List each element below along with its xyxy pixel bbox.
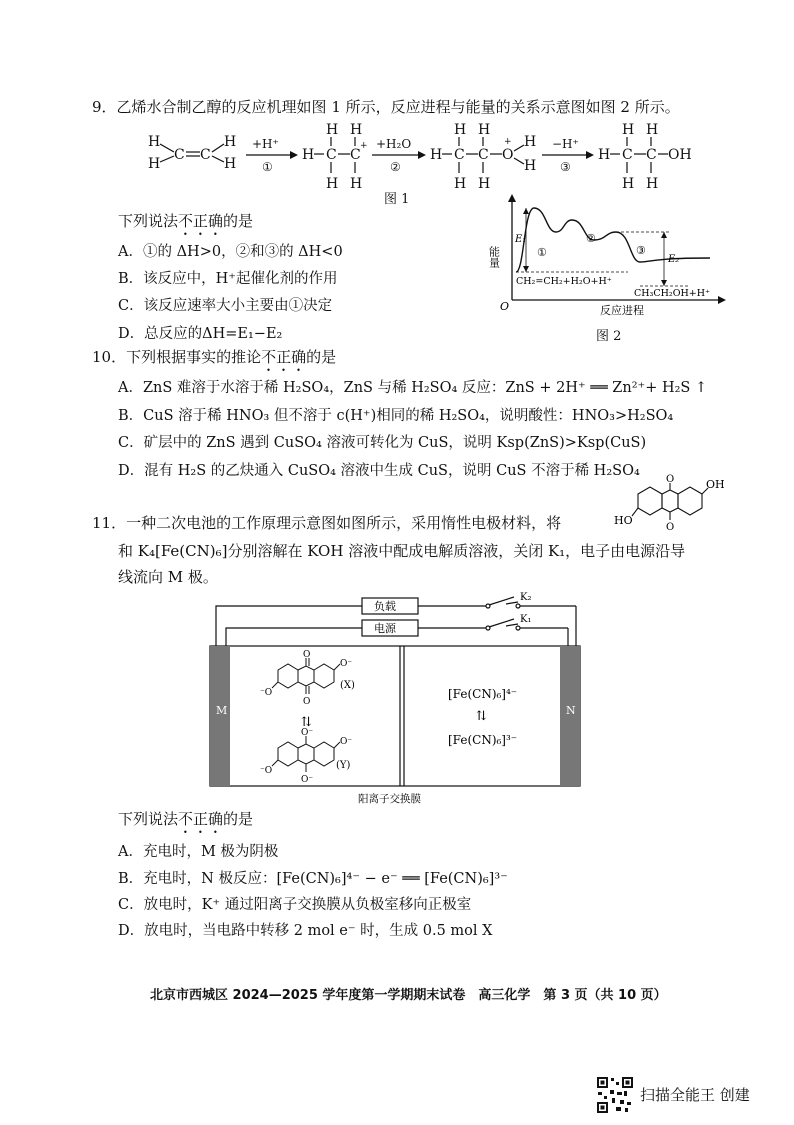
step2-label: ② [390, 160, 401, 174]
q10-option-d: D．混有 H₂S 的乙炔通入 CuSO₄ 溶液中生成 CuS，说明 CuS 不溶于稀 H₂SO₄ [118, 463, 640, 479]
ferrocyanide-label: [Fe(CN)₆]⁴⁻ [448, 687, 518, 701]
prompt-text: 的是 [306, 348, 337, 366]
q11-number: 11． [92, 514, 127, 532]
q11-stem-line3: 线流向 M 极。 [118, 568, 218, 586]
svg-text:H: H [478, 176, 491, 192]
svg-text:O⁻: O⁻ [301, 775, 314, 785]
e2-label: E₂ [668, 254, 680, 265]
svg-text:H: H [646, 122, 659, 138]
arrow1-label: +H⁺ [252, 137, 279, 151]
prompt-text: 下列说法 [118, 212, 179, 230]
stem-text: 一种二次电池的工作原理示意图如图所示，采用惰性电极材料，将 [126, 514, 562, 532]
svg-text:H: H [598, 147, 611, 163]
svg-text:O: O [303, 650, 311, 660]
svg-text:O⁻: O⁻ [301, 728, 314, 738]
svg-text:⁻O: ⁻O [260, 688, 273, 698]
svg-text:H: H [622, 176, 635, 192]
svg-text:⇅: ⇅ [301, 715, 312, 730]
q10-number: 10． [92, 348, 127, 366]
arrow3-label: −H⁺ [552, 137, 579, 151]
svg-text:H: H [148, 156, 161, 172]
svg-text:O: O [502, 147, 514, 163]
svg-text:H: H [478, 122, 491, 138]
electrode-n-label: N [566, 704, 576, 717]
q11-stem-line2: 和 K₄[Fe(CN)₆]分别溶解在 KOH 溶液中配成电解质溶液，关闭 K₁，电子由电源沿导 [118, 542, 686, 560]
q10-option-a: A．ZnS 难溶于水溶于稀 H₂SO₄，ZnS 与稀 H₂SO₄ 反应：ZnS + 2H⁺ ══ Zn²⁺+ H₂S ↑ [118, 380, 708, 396]
battery-diagram [208, 588, 598, 810]
svg-text:H: H [454, 122, 467, 138]
svg-text:C: C [200, 147, 211, 163]
membrane-label: 阳离子交换膜 [358, 793, 421, 805]
step1-label: ① [262, 160, 273, 174]
q9-stem [92, 96, 680, 118]
q9-stem-text: 乙烯水合制乙醇的反应机理如图 1 所示，反应进程与能量的关系示意图如图 2 所示。 [116, 98, 680, 116]
svg-text:H: H [326, 176, 339, 192]
svg-text:H: H [302, 147, 315, 163]
step1-marker: ① [537, 246, 547, 259]
reactant-label: CH₂=CH₂+H₂O+H⁺ [516, 276, 612, 287]
q9-option-d: D．总反应的ΔH=E₁−E₂ [118, 326, 283, 342]
svg-text:H: H [350, 122, 363, 138]
q11-option-c: C．放电时，K⁺ 通过阳离子交换膜从负极室移向正极室 [118, 897, 472, 913]
product-label: CH₃CH₂OH+H⁺ [634, 288, 711, 299]
q10-prompt [92, 346, 336, 375]
q9-number: 9． [92, 98, 117, 116]
svg-text:H: H [224, 156, 237, 172]
electrode-m-label: M [216, 704, 228, 717]
switch-k2-label: K₂ [520, 592, 532, 603]
svg-text:C: C [174, 147, 185, 163]
prompt-negation: 不正确 [261, 348, 307, 366]
q9-option-c: C．该反应速率大小主要由①决定 [118, 298, 333, 314]
molecule-x [272, 658, 340, 694]
q11-option-d: D．放电时，当电路中转移 2 mol e⁻ 时，生成 0.5 mol X [118, 923, 493, 939]
q11-stem-line1 [92, 512, 561, 534]
figure-1-caption: 图 1 [384, 192, 410, 207]
svg-text:C: C [622, 147, 633, 163]
anthraquinone-diol-structure [612, 474, 725, 536]
svg-text:C: C [350, 147, 361, 163]
svg-text:OH: OH [668, 147, 692, 163]
svg-text:H: H [148, 134, 161, 150]
svg-text:C: C [478, 147, 489, 163]
prompt-text: 的是 [223, 212, 254, 230]
q11-option-a: A．充电时，M 极为阴极 [118, 844, 279, 860]
origin-label: O [500, 300, 510, 313]
prompt-negation: 不正确 [178, 810, 224, 828]
q11-prompt [118, 808, 253, 837]
scanner-watermark: 扫描全能王 创建 [640, 1086, 750, 1104]
svg-text:O⁻: O⁻ [340, 737, 353, 747]
step2-marker: ② [586, 232, 596, 245]
carbonyl-o-top: O [666, 474, 675, 485]
svg-text:O⁻: O⁻ [340, 659, 353, 669]
svg-text:H: H [646, 176, 659, 192]
figure-2-caption: 图 2 [596, 329, 622, 344]
step3-marker: ③ [636, 244, 646, 257]
q11-option-b: B．充电时，N 极反应：[Fe(CN)₆]⁴⁻ − e⁻ ══ [Fe(CN)₆]³⁻ [118, 871, 508, 887]
q9-option-a: A．①的 ΔH>0，②和③的 ΔH<0 [118, 244, 343, 260]
svg-text:H: H [350, 176, 363, 192]
molecule-y [272, 736, 340, 772]
prompt-negation: 不正确 [178, 212, 224, 230]
svg-text:O: O [303, 697, 311, 707]
switch-k1-label: K₁ [520, 614, 532, 625]
svg-text:C: C [646, 147, 657, 163]
page-footer: 北京市西城区 2024—2025 学年度第一学期期末试卷 高三化学 第 3 页（共 10 页） [150, 988, 667, 1003]
svg-text:H: H [430, 147, 443, 163]
hydroxyl-left: HO [614, 514, 633, 527]
figure-2-energy-diagram [487, 192, 730, 322]
x-axis-label: 反应进程 [600, 304, 644, 317]
q10-option-b: B．CuS 溶于稀 HNO₃ 但不溶于 c(H⁺)相同的稀 H₂SO₄，说明酸性：HNO₃>H₂SO₄ [118, 408, 674, 424]
molecule-x-label: (X) [340, 680, 355, 691]
prompt-text: 下列根据事实的推论 [126, 348, 262, 366]
svg-text:⇅: ⇅ [476, 709, 487, 724]
svg-text:⁻O: ⁻O [260, 766, 273, 776]
svg-text:H: H [454, 176, 467, 192]
power-source-label: 电源 [374, 622, 396, 635]
molecule-y-label: (Y) [336, 760, 351, 771]
svg-text:H: H [622, 122, 635, 138]
svg-text:C: C [454, 147, 465, 163]
q10-option-c: C．矿层中的 ZnS 遇到 CuSO₄ 溶液可转化为 CuS，说明 Ksp(ZnS)>Ksp(CuS) [118, 435, 647, 451]
svg-text:H: H [524, 134, 537, 150]
e1-label: E₁ [515, 234, 527, 245]
svg-text:+: + [360, 141, 368, 151]
carbonyl-o-bottom: O [666, 522, 675, 533]
svg-text:H: H [224, 134, 237, 150]
qr-code-icon [596, 1076, 634, 1114]
y-axis-label: 能量 [487, 246, 501, 268]
step3-label: ③ [560, 160, 571, 174]
svg-text:C: C [326, 147, 337, 163]
hydroxyl-right: OH [706, 478, 725, 491]
prompt-text: 下列说法 [118, 810, 179, 828]
q9-prompt [118, 210, 253, 239]
svg-text:H: H [524, 158, 537, 174]
ferricyanide-label: [Fe(CN)₆]³⁻ [448, 733, 518, 747]
load-box-label: 负载 [374, 600, 396, 613]
q9-option-b: B．该反应中，H⁺起催化剂的作用 [118, 271, 338, 287]
svg-text:H: H [326, 122, 339, 138]
svg-text:+: + [504, 137, 512, 147]
prompt-text: 的是 [223, 810, 254, 828]
arrow2-label: +H₂O [376, 137, 412, 151]
